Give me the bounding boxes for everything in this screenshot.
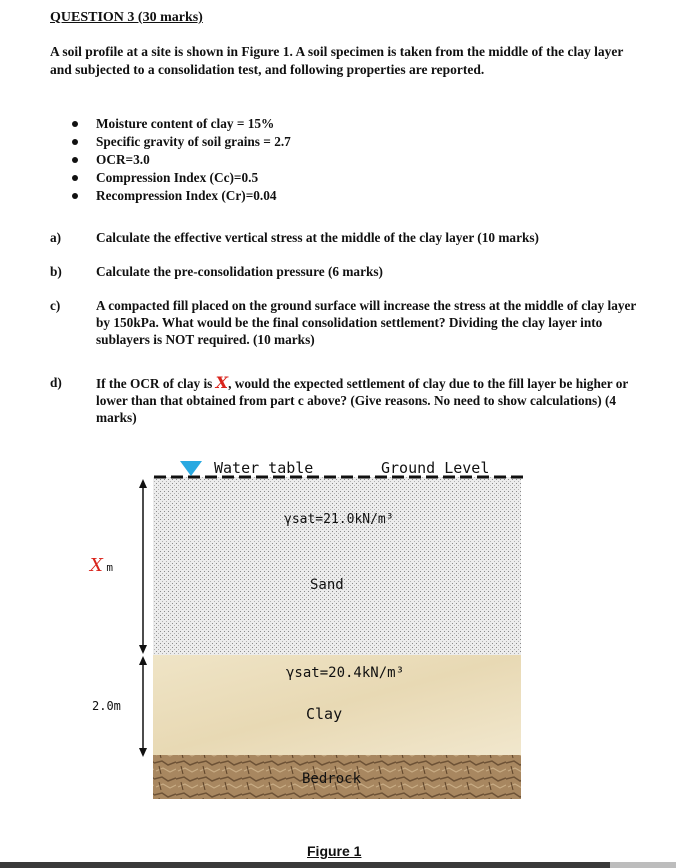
list-item: OCR=3.0 [68, 151, 291, 169]
list-item: Specific gravity of soil grains = 2.7 [68, 133, 291, 151]
sand-label: Sand [310, 577, 344, 593]
sand-unit-weight: γsat=21.0kN/m³ [284, 512, 394, 527]
arrow-up-icon [139, 479, 147, 488]
part-text-end: , would the expected settlement of clay due to the fill layer be higher or lower than that obtained from part c above? (Give reasons. No need to show calculations) (4 marks) [96, 376, 629, 425]
sand-thickness-unit: m [106, 561, 113, 574]
list-item: Compression Index (Cc)=0.5 [68, 169, 291, 187]
part-text-start: If the OCR of clay is [96, 376, 213, 391]
part-text: Calculate the effective vertical stress at the middle of the clay layer (10 marks) [96, 230, 539, 245]
arrow-up-icon [139, 656, 147, 665]
arrow-down-icon [139, 748, 147, 757]
arrow-down-icon [139, 645, 147, 654]
question-title: QUESTION 3 (30 marks) [50, 10, 203, 25]
part-text [96, 374, 641, 426]
part-label: b) [50, 264, 62, 279]
sand-thickness-label [90, 555, 113, 576]
list-item: Moisture content of clay = 15% [68, 115, 291, 133]
clay-thickness-label: 2.0m [92, 699, 121, 713]
water-table-label: Water table [214, 459, 314, 477]
question-intro: A soil profile at a site is shown in Figure 1. A soil specimen is taken from the middle of the clay layer and subjected to a consolidation test, and following properties are reported. [50, 44, 624, 77]
ground-level-label: Ground Level [381, 459, 490, 477]
water-table-icon [180, 461, 202, 476]
part-text: A compacted fill placed on the ground surface will increase the stress at the middle of clay layer by 150kPa. What would be the final consolidation settlement? Dividing the clay layer into sublayers is NOT required. (10 marks) [96, 298, 637, 347]
part-text: Calculate the pre-consolidation pressure (6 marks) [96, 264, 383, 279]
part-label: d) [50, 375, 62, 390]
soil-profile-figure [0, 455, 676, 868]
bedrock-label: Bedrock [302, 771, 362, 787]
bottom-scrollbar[interactable] [0, 862, 676, 868]
figure-caption: Figure 1 [307, 843, 362, 859]
list-item: Recompression Index (Cr)=0.04 [68, 187, 291, 205]
sand-layer [153, 477, 521, 655]
clay-label: Clay [306, 705, 343, 723]
x-variable: X [90, 555, 103, 576]
part-label: c) [50, 298, 61, 313]
x-variable: X [215, 373, 229, 392]
properties-list [68, 115, 291, 205]
clay-unit-weight: γsat=20.4kN/m³ [286, 665, 405, 681]
part-label: a) [50, 230, 62, 245]
